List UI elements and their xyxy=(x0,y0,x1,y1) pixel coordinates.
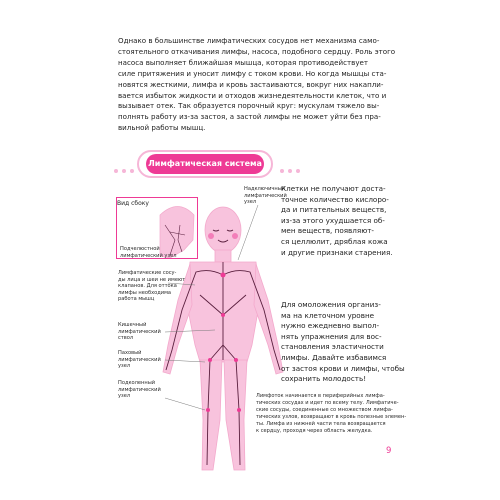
intro-line: Однако в большинстве лимфатических сосудов нет механизма само- xyxy=(118,36,380,45)
label-face-vessels: Лимфатические сосу- ды лица и шеи не имеют клапанов. Для оттока лимфы необходима работа мышц xyxy=(118,270,186,303)
body-neck xyxy=(215,250,231,262)
illustration-caption: Лимфоток начинается в периферийных лимфа- тических сосудах и идет по всему телу. Лимфатиче- ские сосуды, соединенные со множеством лимфа- тических узлов, возвращают в кровь полезные элемен- ты. Лимфа из нижней части тела возвращается к сердцу, проходя через область желудка. xyxy=(256,393,407,434)
inset-label: Вид сбоку xyxy=(117,200,149,207)
side-paragraph-1: Клетки не получают доста- точное количество кислоро- да и питательных веществ, из-за этого ухудшается об- мен веществ, появляют- ся целлюлит, дряблая кожа и другие признаки старения. xyxy=(281,184,393,257)
intro-line: стоятельного откачивания лимфы, насоса, подобного сердцу. Роль этого xyxy=(118,46,396,56)
side-paragraph-2: Для омоложения организ- ма на клеточном уровне нужно ежедневно выпол- нять упражнения для вос- становления эластичности лимфы. Давайте избавимся от застоя крови и лимфы, чтобы сохранить молодость! xyxy=(281,300,405,384)
label-submandibular-node: Подчелюстной лимфатический узел xyxy=(120,246,177,259)
label-supraclavicular-node: Надключичный лимфатический узел xyxy=(244,186,287,206)
intro-line: вается избыток жидкости и отходов жизнедеятельности клеток, что и xyxy=(118,90,387,100)
body-leg-left xyxy=(200,360,222,470)
intro-line: новятся жесткими, лимфа и кровь застаиваются, вокруг них накапли- xyxy=(118,79,384,89)
page-number: 9 xyxy=(386,446,392,456)
body-leg-right xyxy=(224,360,247,470)
intro-line: силе притяжения и уносит лимфу с током крови. Но когда мышцы ста- xyxy=(118,68,387,78)
intro-line: вызывает отек. Так образуется порочный круг: мускулам тяжело вы- xyxy=(118,101,380,111)
label-inguinal-node: Паховый лимфатический узел xyxy=(118,350,161,370)
intro-line: насоса выполняет ближайшая мышца, которая противодействует xyxy=(118,57,369,67)
intro-line: полнять работу из-за застоя, а застой лимфы не может уйти без пра- xyxy=(118,112,381,122)
label-popliteal-node: Подколенный лимфатический узел xyxy=(118,380,161,400)
body-arm-right xyxy=(254,264,283,374)
section-title: Лимфатическая система xyxy=(146,154,264,174)
intro-line: вильной работы мышц. xyxy=(118,123,206,133)
label-cisterna-chyli: Кишечный лимфатический ствол xyxy=(118,322,161,342)
body-head xyxy=(205,207,241,253)
